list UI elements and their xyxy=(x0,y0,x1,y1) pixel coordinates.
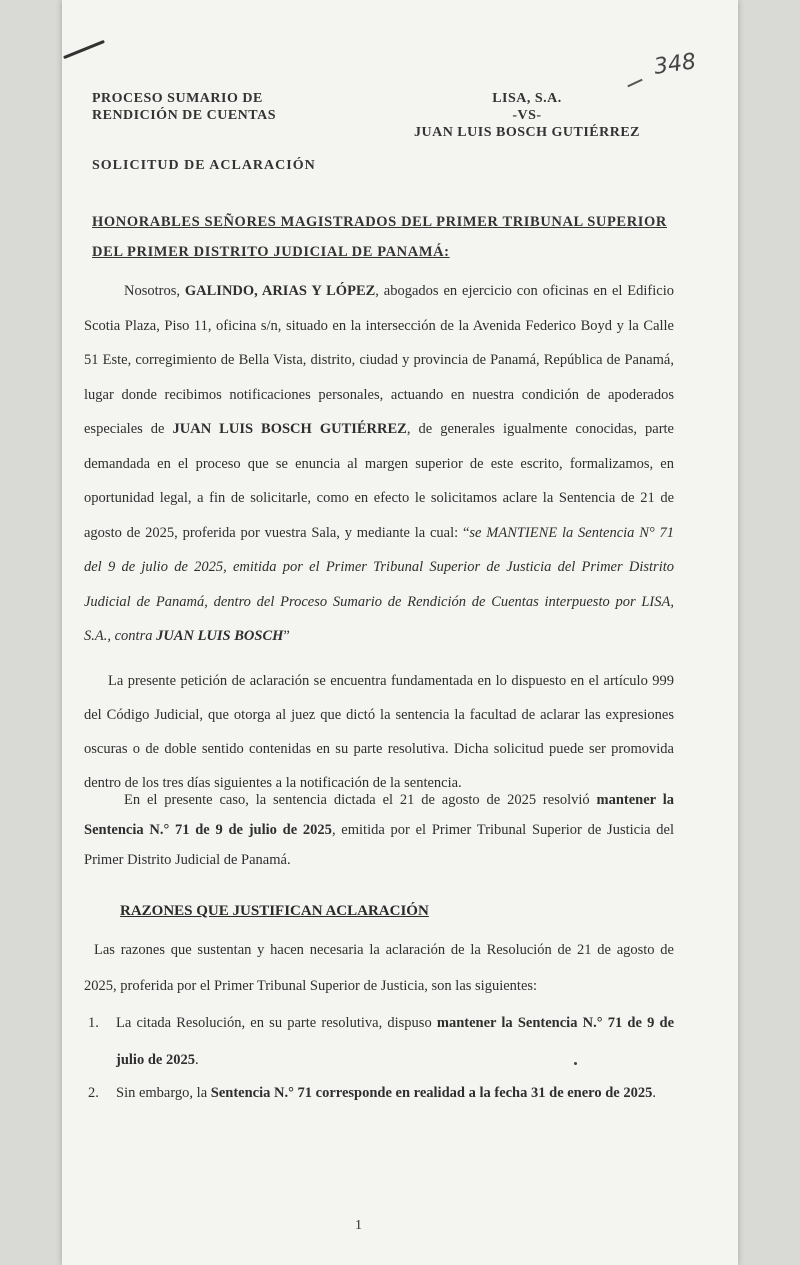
document-title: SOLICITUD DE ACLARACIÓN xyxy=(92,158,316,173)
quote-close: ” xyxy=(283,628,290,644)
p3-text-a: En el presente caso, la sentencia dictada el 21 de agosto de 2025 resolvió xyxy=(124,792,597,808)
document-page xyxy=(62,0,738,1265)
paragraph-case-facts xyxy=(84,785,674,875)
list-number: 1. xyxy=(88,1015,99,1031)
section-heading: RAZONES QUE JUSTIFICAN ACLARACIÓN xyxy=(120,903,429,919)
case-type-line-1: PROCESO SUMARIO DE xyxy=(92,91,263,106)
li1-text-a: La citada Resolución, en su parte resolutiva, dispuso xyxy=(116,1015,437,1031)
client-name: JUAN LUIS BOSCH GUTIÉRREZ xyxy=(172,421,407,437)
li2-text-b: . xyxy=(652,1085,656,1101)
case-type-line-2: RENDICIÓN DE CUENTAS xyxy=(92,108,276,123)
addressee-heading: HONORABLES SEÑORES MAGISTRADOS DEL PRIMER TRIBUNAL SUPERIOR DEL PRIMER DISTRITO JUDICIAL DE PANAMÁ: xyxy=(92,214,667,260)
p1-text-b: , abogados en ejercicio con oficinas en el Edificio Scotia Plaza, Piso 11, oficina s/n, situado en la intersección de la Avenida Federico Boyd y la Calle 51 Este, corregimiento de Bella Vista, distrito, ciudad y provincia de Panamá, República de Panamá, lugar donde recibimos notificaciones personales, actuando en nuestra condición de apoderados especiales de xyxy=(84,283,674,437)
case-type-header xyxy=(92,90,276,124)
paragraph-introduction xyxy=(84,274,674,654)
handwritten-dash xyxy=(627,79,642,88)
quoted-ruling-name: JUAN LUIS BOSCH xyxy=(156,628,284,644)
li1-text-b: . xyxy=(194,1052,199,1068)
pen-stroke-mark xyxy=(63,40,105,59)
p1-text-c: , de generales igualmente conocidas, parte demandada en el proceso que se enuncia al margen superior de este escrito, formalizamos, en oportunidad legal, a fin de solicitarle, como en efecto le solicitamos aclare la Sentencia de 21 de agosto de 2025, proferida por vuestra Sala, y mediante la cual: “ xyxy=(84,421,674,541)
law-firm-name: GALINDO, ARIAS Y LÓPEZ xyxy=(184,283,376,299)
list-item xyxy=(84,1075,674,1112)
handwritten-page-mark: 348 xyxy=(652,49,698,80)
reasons-intro: Las razones que sustentan y hacen necesaria la aclaración de la Resolución de 21 de agosto de 2025, proferida por el Primer Tribunal Superior de Justicia, son las siguientes: xyxy=(84,942,674,994)
paragraph-legal-basis: La presente petición de aclaración se encuentra fundamentada en lo dispuesto en el artículo 999 del Código Judicial, que otorga al juez que dictó la sentencia la facultad de aclarar las expresiones oscuras o de doble sentido contenidas en su parte resolutiva. Dicha solicitud puede ser promovida dentro de los tres días siguientes a la notificación de la sentencia. xyxy=(84,673,674,791)
list-text xyxy=(116,1005,674,1079)
stray-dot xyxy=(574,1062,577,1065)
p3-bold: mantener la Sentencia N.° 71 de 9 de julio de 2025 xyxy=(84,792,674,838)
parties-header xyxy=(412,90,642,141)
p3-text-b: , emitida por el Primer Tribunal Superior de Justicia del Primer Distrito Judicial de Panamá. xyxy=(84,822,675,868)
list-text xyxy=(116,1075,674,1112)
li1-bold: mantener la Sentencia N.° 71 de 9 de julio de 2025 xyxy=(116,1015,674,1068)
list-item xyxy=(84,1005,674,1079)
defendant-name: JUAN LUIS BOSCH GUTIÉRREZ xyxy=(413,125,641,140)
li2-text-a: Sin embargo, la xyxy=(116,1085,211,1101)
list-number: 2. xyxy=(88,1085,99,1101)
plaintiff-name: LISA, S.A. xyxy=(492,91,562,106)
quoted-ruling: se MANTIENE la Sentencia N° 71 del 9 de julio de 2025, emitida por el Primer Tribunal Superior de Justicia del Primer Distrito Judicial de Panamá, dentro del Proceso Sumario de Rendición de Cuentas interpuesto por LISA, S.A., contra xyxy=(84,524,674,644)
versus-label: -VS- xyxy=(512,108,542,123)
p1-text-a: Nosotros, xyxy=(124,283,185,299)
li2-bold: Sentencia N.° 71 corresponde en realidad a la fecha 31 de enero de 2025 xyxy=(210,1085,653,1101)
page-number: 1 xyxy=(355,1218,362,1233)
